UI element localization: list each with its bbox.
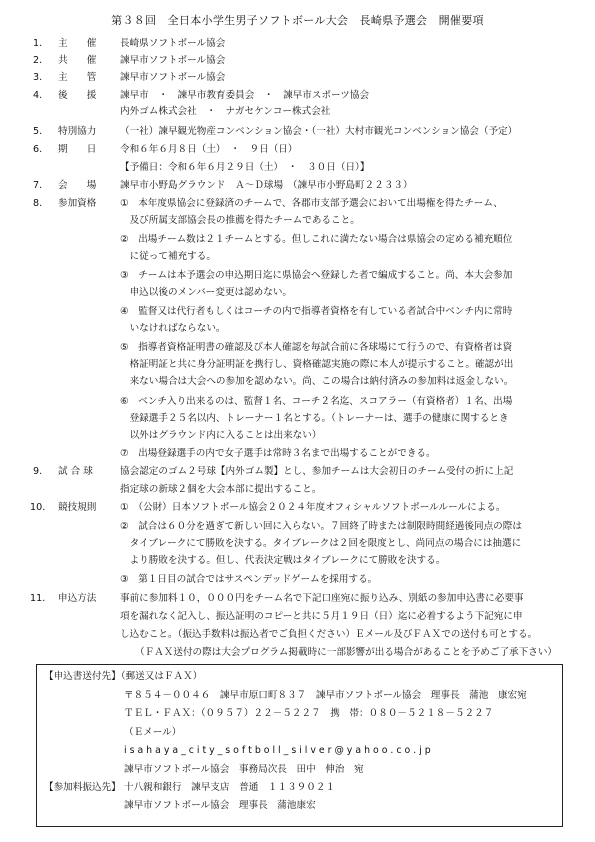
contact-phone: ＴＥＬ・ＦＡＸ：（０９５７）２２－５２２７ 携 帯：０８０－５２１８－５２２７ (124, 708, 494, 719)
item-dates-reserve (0, 160, 595, 175)
item-value: 諫早市 ・ 諫早市教育委員会 ・ 諫早市スポーツ協会 (120, 90, 370, 101)
eligibility-line: 格証明証と共に身分証明証を携行し、資格確認実施の際に本人が提示すること。確認が出 (120, 359, 514, 370)
item-number: 2. (33, 55, 43, 66)
rules-line: ① （公財）日本ソフトボール協会２０２４年度オフィシャルソフトボールルールによる。 (120, 502, 506, 513)
item-number: 6. (33, 144, 43, 155)
send-address: 〒８５４－００４６ 諫早市原口町８３７ 諫早市ソフトボール協会 理事長 蒲池 康宏宛 (124, 690, 527, 701)
item-label: 会 場 (58, 180, 97, 191)
item-number: 9. (33, 466, 43, 477)
send-to-label: 【申込書送付先】（郵送又はＦＡＸ） (44, 671, 203, 682)
eligibility-line: いなければならない。 (120, 323, 226, 334)
rules-line: ② 試合は６０分を過ぎて新しい回に入らない。７回終了時または制限時間経過後同点の際は (120, 521, 522, 532)
item-label: 期 日 (58, 144, 97, 155)
eligibility-line: 及び所属支部協会長の推薦を得たチームであること。 (120, 215, 360, 226)
page-title: 第３８回 全日本小学生男子ソフトボール大会 長崎県予選会 開催要項 (111, 14, 484, 27)
item-number: 10. (30, 502, 46, 513)
application-line: 事前に参加料１０，０００円をチーム名で下記口座宛に振り込み、別紙の参加申込書に必要事 (120, 593, 524, 604)
item-number: 4. (33, 90, 43, 101)
item-value: 内外ゴム株式会社 ・ ナガセケンコー株式会社 (120, 106, 331, 117)
eligibility-line: 申込以後のメンバー変更は認めない。 (120, 287, 293, 298)
rules-line: より勝敗を決する。但し、代表決定戦はタイブレークにて勝敗を決する。 (120, 555, 446, 566)
item-label: 特別協力 (58, 126, 97, 137)
item-value: 諫早市小野島グラウンド Ａ～Ｄ球場 （諫早市小野島町２２３３） (120, 180, 413, 191)
eligibility-line: 以外はグラウンド内に入ることは出来ない） (120, 430, 322, 441)
item-label: 申込方法 (58, 593, 97, 604)
eligibility-line: ③ チームは本予選会の申込期日迄に県協会へ登録した者で編成すること。尚、本大会参加 (120, 270, 513, 281)
email-address[interactable]: i s a h a y a _ c i t y _ s o f t b o l l _ s i l v e r @ y a h o o . c o . j p (124, 745, 431, 756)
item-number: 7. (33, 180, 43, 191)
item-label: 試 合 球 (58, 466, 93, 477)
eligibility-line: ⑥ ベンチ入り出来るのは、監督１名、コーチ２名迄、スコアラー（有資格者）１名、出場 (120, 396, 513, 407)
eligibility-line: 登録選手２５名以内、トレーナー１名とする。（トレーナーは、選手の健康に関するとき (120, 413, 509, 424)
rules-line: ③ 第１日目の試合ではサスペンデッドゲームを採用する。 (120, 574, 378, 585)
item-sponsors-cont (0, 104, 595, 119)
rules-line: タイブレークにて勝敗を決する。タイブレークは２回を限度とし、尚同点の場合には抽選に (120, 538, 522, 549)
ball-line: 指定球の新球２個を大会本部に提出すること。 (120, 484, 322, 495)
item-value: 【予備日：令和６年６月２９日（土） ・ ３０日（日）】 (120, 162, 370, 173)
eligibility-line: に従って補充する。 (120, 251, 216, 262)
item-venue (0, 178, 595, 193)
email-recipient: 諫早市ソフトボール協会 事務局次長 田中 伸治 宛 (124, 764, 364, 775)
item-dates (0, 142, 595, 157)
item-number: 3. (33, 72, 43, 83)
item-number: 11. (30, 593, 46, 604)
item-label: 参加資格 (58, 198, 97, 209)
item-value: 諫早市ソフトボール協会 (120, 72, 226, 83)
item-manager (0, 70, 595, 85)
item-label: 後 援 (58, 90, 97, 101)
item-value: （一社）諫早観光物産コンベンション協会・（一社）大村市観光コンベンション協会（予定） (120, 126, 518, 137)
application-line: （ＦＡＸ送付の際は大会プログラム掲載時に一部影響が出る場合があることを予めご了承下さい） (135, 647, 558, 658)
bank-account: 十八親和銀行 諫早支店 普通 １１３９０２１ (124, 782, 336, 793)
item-label: 競技規則 (58, 502, 97, 513)
ball-line: 協会認定のゴム２号球【内外ゴム製】とし、参加チームは大会初日のチーム受付の折に上記 (120, 466, 514, 477)
item-value: 諫早市ソフトボール協会 (120, 55, 226, 66)
eligibility-line: ⑤ 指導者資格証明書の確認及び本人確認を毎試合前に各球場にて行うので、有資格者は資 (120, 342, 513, 353)
item-organizer (0, 36, 595, 51)
item-number: 8. (33, 198, 43, 209)
item-special (0, 124, 595, 139)
bank-label: 【参加料振込先】 (44, 782, 121, 793)
eligibility-line: 来ない場合は大会への参加を認めない。尚、この場合は納付済みの参加料は返金しない。 (120, 376, 514, 387)
item-label: 主 管 (58, 72, 97, 83)
item-label: 主 催 (58, 38, 97, 49)
item-label: 共 催 (58, 55, 97, 66)
eligibility-line: ⑦ 出場登録選手の内で女子選手は常時３名まで出場することができる。 (120, 448, 436, 459)
eligibility-line: ① 本年度県協会に登録済のチームで、各郡市支部予選会において出場権を得たチーム、 (120, 198, 503, 209)
application-line: 項を漏れなく記入し、振込証明のコピーと共に５月１９日（日）迄に必着するよう下記宛に申 (120, 611, 523, 622)
item-sponsors (0, 88, 595, 103)
item-cohost (0, 53, 595, 68)
item-number: 5. (33, 126, 43, 137)
eligibility-line: ② 出場チーム数は２１チームとする。但しこれに満たない場合は県協会の定める補充順位 (120, 234, 513, 245)
item-value: 長崎県ソフトボール協会 (120, 38, 226, 49)
bank-holder: 諫早市ソフトボール協会 理事長 蒲池康宏 (124, 800, 316, 811)
application-line: し込むこと。（振込手数料は振込者でご負担ください）Ｅメール及びＦＡＸでの送付も可とする。 (120, 629, 538, 640)
item-number: 1. (33, 38, 43, 49)
email-label: （Ｅメール） (124, 727, 182, 738)
item-value: 令和６年６月８日（土） ・ ９日（日） (120, 144, 298, 155)
eligibility-line: ④ 監督又は代行者もしくはコーチの内で指導者資格を有している者試合中ベンチ内に常時 (120, 306, 513, 317)
